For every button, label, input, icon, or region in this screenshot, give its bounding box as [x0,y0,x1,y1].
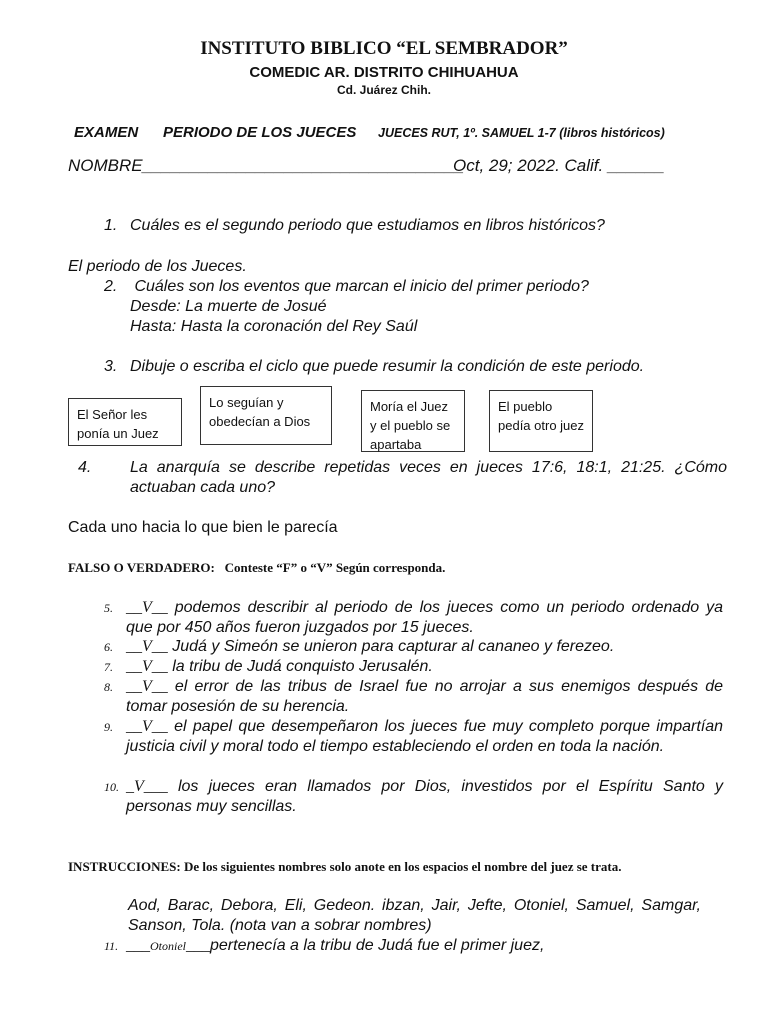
city-line: Cd. Juárez Chih. [336,83,431,97]
district-subtitle: COMEDIC AR. DISTRITO CHIHUAHUA [249,64,519,81]
section-instruction: Conteste “F” o “V” Según corresponda. [224,560,446,575]
item-number: 6. [104,640,113,654]
cycle-box-1: El Señor les ponía un Juez [68,398,182,446]
question-number: 3. [104,358,118,375]
answer-mark[interactable]: __V__ [126,718,168,735]
answer-mark[interactable]: __V__ [126,678,168,695]
true-false-header [68,560,445,576]
answer-4: Cada uno hacia lo que bien le parecía [68,519,338,536]
item-text: podemos describir al periodo de los jueces como un periodo ordenado ya que por 450 años fueron juzgados por 15 jueces. [126,599,723,636]
tf-item-5 [104,598,723,638]
question-2 [104,278,589,296]
tf-item-7 [104,657,433,677]
cycle-box-2: Lo seguían y obedecían a Dios [200,386,332,445]
item-number: 7. [104,660,113,674]
question-3 [104,358,644,376]
item-text: pertenecía a la tribu de Judá fue el primer juez, [210,937,545,954]
item-number: 9. [104,720,113,734]
blank-right: ___ [186,937,210,954]
item-text: Judá y Simeón se unieron para capturar al cananeo y ferezeo. [167,638,615,655]
tf-item-9 [104,717,723,757]
item-number: 5. [104,601,113,615]
question-1 [104,217,605,235]
section-heading: FALSO O VERDADERO: [68,560,215,575]
question-11 [104,936,544,956]
item-number: 10. [104,780,119,794]
answer-mark[interactable]: _V___ [126,778,168,795]
question-4 [78,458,727,498]
question-text: La anarquía se describe repetidas veces en jueces 17:6, 18:1, 21:25. ¿Cómo actuaban cada uno? [130,459,727,496]
date-grade: Oct, 29; 2022. Calif. ______ [453,156,665,175]
item-text: el error de las tribus de Israel fue no arrojar a sus enemigos después de tomar posesión de su herencia. [126,678,723,715]
section-heading: INSTRUCCIONES: [68,859,181,874]
question-text: Cuáles es el segundo periodo que estudiamos en libros históricos? [130,217,605,234]
section-instruction: De los siguientes nombres solo anote en los espacios el nombre del juez se trata. [183,859,622,874]
instructions [68,857,701,877]
exam-scope: JUECES RUT, 1º. SAMUEL 1-7 (libros históricos) [378,126,665,140]
answer-2-from: Desde: La muerte de Josué [130,298,327,315]
answer-mark[interactable]: __V__ [126,658,168,675]
item-text: la tribu de Judá conquisto Jerusalén. [167,658,433,675]
answer-2-to: Hasta: Hasta la coronación del Rey Saúl [130,318,418,335]
question-text: Cuáles son los eventos que marcan el inicio del primer periodo? [130,278,589,295]
tf-item-6 [104,637,614,657]
cycle-box-3: Moría el Juez y el pueblo se apartaba [361,390,465,452]
answer-mark[interactable]: __V__ [126,638,168,655]
item-number: 8. [104,680,113,694]
item-text: los jueces eran llamados por Dios, investidos por el Espíritu Santo y personas muy sencillas. [126,778,723,815]
institute-title: INSTITUTO BIBLICO “EL SEMBRADOR” [200,38,568,59]
name-field[interactable]: NOMBRE__________________________________ [68,156,465,175]
tf-item-10 [104,777,723,817]
item-text: el papel que desempeñaron los jueces fue muy completo porque impartían justicia civil y moral todo el tiempo estableciendo el orden en toda la nación. [126,718,723,755]
cycle-box-4: El pueblo pedía otro juez [489,390,593,452]
exam-label: EXAMEN [74,124,139,141]
item-number: 11. [104,939,119,953]
exam-title: PERIODO DE LOS JUECES [163,124,357,141]
blank-left: ___ [126,937,150,954]
answer-mark[interactable]: __V__ [126,599,168,616]
judge-names-list: Aod, Barac, Debora, Eli, Gedeon. ibzan, Jair, Jefte, Otoniel, Samuel, Samgar, Sanson, Tola. (nota van a sobrar nombres) [128,897,701,934]
question-number: 2. [104,278,118,295]
judge-answer[interactable]: Otoniel [150,939,186,953]
question-number: 4. [78,459,92,476]
tf-item-8 [104,677,723,717]
answer-1: El periodo de los Jueces. [68,258,247,275]
question-text: Dibuje o escriba el ciclo que puede resumir la condición de este periodo. [130,358,645,375]
question-number: 1. [104,217,118,234]
